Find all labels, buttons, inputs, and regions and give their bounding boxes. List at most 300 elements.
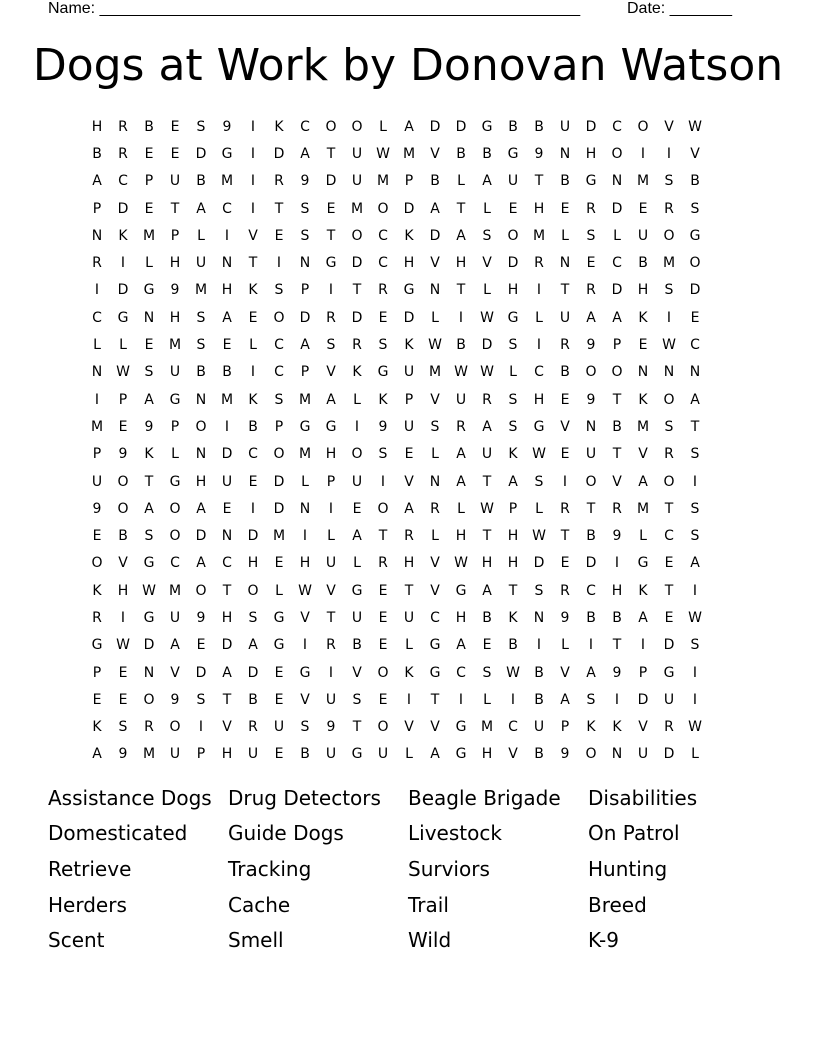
- grid-letter: W: [454, 364, 468, 381]
- grid-letter: S: [248, 609, 258, 626]
- word-list-item: Beagle Brigade: [408, 785, 561, 810]
- grid-letter: A: [222, 664, 232, 681]
- grid-letter: O: [377, 664, 389, 681]
- grid-letter: R: [404, 528, 414, 545]
- grid-letter: D: [117, 282, 129, 299]
- grid-letter: I: [120, 255, 126, 272]
- grid-letter: V: [222, 719, 232, 736]
- grid-letter: R: [664, 446, 674, 463]
- grid-letter: O: [585, 746, 597, 763]
- grid-letter: V: [170, 664, 180, 681]
- grid-letter: E: [274, 555, 284, 572]
- grid-letter: T: [664, 500, 674, 517]
- grid-letter: O: [689, 255, 701, 272]
- grid-letter: U: [169, 173, 181, 190]
- grid-row: [84, 495, 734, 522]
- grid-letter: L: [379, 118, 387, 135]
- grid-letter: L: [431, 528, 439, 545]
- grid-letter: E: [274, 746, 284, 763]
- word-list-item: Trail: [408, 892, 449, 917]
- grid-letter: 9: [144, 418, 154, 435]
- grid-letter: W: [142, 582, 156, 599]
- grid-letter: N: [689, 364, 701, 381]
- grid-letter: O: [663, 473, 675, 490]
- grid-row: [84, 222, 734, 249]
- grid-letter: D: [611, 282, 623, 299]
- grid-letter: G: [299, 664, 311, 681]
- word-list-item: Scent: [48, 928, 105, 953]
- grid-letter: K: [248, 391, 258, 408]
- grid-letter: B: [352, 637, 362, 654]
- grid-letter: G: [325, 418, 337, 435]
- grid-letter: C: [664, 528, 674, 545]
- grid-letter: 9: [560, 609, 570, 626]
- grid-letter: O: [169, 719, 181, 736]
- grid-letter: M: [636, 418, 650, 435]
- grid-letter: G: [273, 609, 285, 626]
- grid-letter: E: [170, 118, 180, 135]
- grid-letter: I: [198, 719, 204, 736]
- grid-letter: I: [328, 664, 334, 681]
- grid-letter: U: [507, 173, 519, 190]
- grid-letter: I: [224, 227, 230, 244]
- grid-row: [84, 195, 734, 222]
- grid-letter: L: [327, 528, 335, 545]
- grid-letter: R: [118, 145, 128, 162]
- grid-letter: U: [351, 609, 363, 626]
- grid-letter: U: [637, 746, 649, 763]
- grid-letter: O: [169, 528, 181, 545]
- grid-letter: T: [664, 582, 674, 599]
- grid-letter: B: [456, 337, 466, 354]
- grid-letter: I: [666, 145, 672, 162]
- grid-letter: S: [144, 364, 154, 381]
- grid-letter: D: [143, 637, 155, 654]
- grid-letter: M: [220, 391, 234, 408]
- grid-letter: D: [351, 309, 363, 326]
- word-list-item: Retrieve: [48, 856, 132, 881]
- grid-letter: T: [274, 200, 284, 217]
- grid-letter: L: [535, 309, 543, 326]
- grid-letter: T: [586, 500, 596, 517]
- grid-letter: O: [325, 118, 337, 135]
- word-list-item: Herders: [48, 892, 127, 917]
- grid-letter: A: [586, 309, 596, 326]
- grid-letter: B: [144, 118, 154, 135]
- grid-letter: A: [196, 555, 206, 572]
- grid-letter: L: [119, 337, 127, 354]
- grid-letter: U: [403, 609, 415, 626]
- grid-letter: 9: [326, 719, 336, 736]
- grid-letter: U: [481, 446, 493, 463]
- grid-letter: I: [614, 555, 620, 572]
- grid-letter: W: [480, 500, 494, 517]
- grid-letter: E: [196, 637, 206, 654]
- grid-row: [84, 304, 734, 331]
- grid-letter: E: [144, 200, 154, 217]
- grid-row: [84, 741, 734, 768]
- grid-letter: B: [638, 255, 648, 272]
- grid-letter: G: [117, 309, 129, 326]
- grid-letter: E: [664, 555, 674, 572]
- grid-letter: V: [430, 145, 440, 162]
- grid-letter: S: [534, 473, 544, 490]
- grid-letter: N: [299, 500, 311, 517]
- grid-letter: H: [611, 582, 623, 599]
- grid-letter: E: [560, 391, 570, 408]
- grid-letter: U: [169, 609, 181, 626]
- grid-letter: L: [301, 473, 309, 490]
- grid-letter: E: [638, 337, 648, 354]
- grid-letter: B: [196, 364, 206, 381]
- date-field[interactable]: Date: _______: [627, 0, 732, 17]
- grid-letter: O: [195, 582, 207, 599]
- grid-letter: I: [354, 418, 360, 435]
- grid-letter: I: [692, 664, 698, 681]
- grid-row: [84, 714, 734, 741]
- grid-letter: N: [533, 609, 545, 626]
- grid-letter: D: [273, 145, 285, 162]
- grid-letter: I: [302, 637, 308, 654]
- grid-letter: U: [325, 691, 337, 708]
- grid-letter: H: [637, 282, 649, 299]
- grid-letter: W: [376, 145, 390, 162]
- grid-letter: V: [430, 719, 440, 736]
- grid-letter: G: [351, 582, 363, 599]
- grid-row: [84, 413, 734, 440]
- grid-letter: H: [169, 309, 181, 326]
- grid-letter: G: [143, 282, 155, 299]
- grid-letter: R: [560, 337, 570, 354]
- grid-letter: 9: [170, 282, 180, 299]
- grid-letter: W: [454, 555, 468, 572]
- grid-letter: B: [430, 173, 440, 190]
- grid-letter: P: [92, 200, 102, 217]
- grid-letter: G: [481, 118, 493, 135]
- grid-letter: M: [142, 227, 156, 244]
- grid-letter: H: [507, 282, 519, 299]
- grid-letter: I: [250, 118, 256, 135]
- grid-letter: P: [404, 391, 414, 408]
- grid-letter: D: [585, 118, 597, 135]
- grid-letter: G: [533, 418, 545, 435]
- word-list-item: K-9: [588, 928, 619, 953]
- grid-letter: T: [170, 200, 180, 217]
- grid-letter: E: [482, 637, 492, 654]
- grid-letter: I: [640, 145, 646, 162]
- grid-letter: S: [664, 173, 674, 190]
- grid-letter: K: [404, 664, 414, 681]
- grid-letter: A: [92, 746, 102, 763]
- word-list-item: On Patrol: [588, 821, 680, 846]
- grid-letter: N: [143, 309, 155, 326]
- grid-letter: 9: [222, 118, 232, 135]
- word-list-item: Wild: [408, 928, 452, 953]
- grid-letter: I: [458, 691, 464, 708]
- grid-letter: V: [404, 719, 414, 736]
- grid-letter: E: [92, 528, 102, 545]
- word-list-item: Breed: [588, 892, 647, 917]
- grid-letter: M: [272, 528, 286, 545]
- grid-letter: S: [274, 391, 284, 408]
- grid-letter: S: [586, 227, 596, 244]
- grid-letter: I: [250, 500, 256, 517]
- grid-letter: M: [168, 582, 182, 599]
- grid-letter: A: [300, 145, 310, 162]
- grid-letter: O: [143, 691, 155, 708]
- grid-letter: G: [507, 145, 519, 162]
- grid-letter: T: [534, 173, 544, 190]
- grid-letter: P: [404, 173, 414, 190]
- word-list-item: Livestock: [408, 821, 502, 846]
- grid-letter: I: [692, 582, 698, 599]
- grid-letter: I: [250, 173, 256, 190]
- grid-letter: P: [170, 227, 180, 244]
- grid-letter: E: [118, 418, 128, 435]
- grid-letter: C: [430, 609, 440, 626]
- grid-letter: M: [636, 500, 650, 517]
- grid-letter: I: [692, 691, 698, 708]
- grid-letter: E: [378, 582, 388, 599]
- grid-letter: B: [248, 418, 258, 435]
- grid-letter: V: [430, 255, 440, 272]
- grid-letter: D: [533, 555, 545, 572]
- grid-letter: I: [562, 473, 568, 490]
- grid-letter: B: [508, 118, 518, 135]
- grid-letter: T: [560, 528, 570, 545]
- grid-letter: S: [118, 719, 128, 736]
- grid-letter: R: [274, 173, 284, 190]
- grid-letter: L: [93, 337, 101, 354]
- grid-letter: A: [456, 637, 466, 654]
- grid-letter: N: [429, 473, 441, 490]
- grid-letter: D: [221, 446, 233, 463]
- grid-letter: S: [378, 337, 388, 354]
- grid-letter: D: [507, 255, 519, 272]
- grid-letter: I: [276, 255, 282, 272]
- grid-letter: I: [302, 528, 308, 545]
- word-list-item: Surviors: [408, 856, 490, 881]
- grid-row: [84, 686, 734, 713]
- name-field[interactable]: Name: ______________________________________________________: [48, 0, 581, 17]
- grid-letter: 9: [534, 145, 544, 162]
- grid-letter: K: [638, 391, 648, 408]
- grid-letter: M: [298, 391, 312, 408]
- grid-letter: L: [483, 282, 491, 299]
- grid-letter: A: [430, 200, 440, 217]
- grid-letter: H: [247, 555, 259, 572]
- grid-letter: K: [508, 446, 518, 463]
- grid-letter: I: [250, 364, 256, 381]
- grid-letter: E: [560, 555, 570, 572]
- word-list-item: Hunting: [588, 856, 668, 881]
- grid-letter: P: [92, 664, 102, 681]
- grid-letter: A: [92, 173, 102, 190]
- grid-letter: G: [91, 637, 103, 654]
- grid-letter: G: [689, 227, 701, 244]
- grid-letter: E: [638, 200, 648, 217]
- grid-letter: W: [116, 364, 130, 381]
- grid-letter: E: [326, 200, 336, 217]
- grid-letter: K: [638, 309, 648, 326]
- grid-letter: W: [480, 309, 494, 326]
- grid-letter: D: [429, 227, 441, 244]
- grid-letter: U: [351, 173, 363, 190]
- grid-row: [84, 577, 734, 604]
- grid-letter: O: [351, 118, 363, 135]
- grid-letter: H: [221, 609, 233, 626]
- grid-letter: W: [506, 664, 520, 681]
- grid-letter: K: [92, 582, 102, 599]
- grid-letter: U: [221, 473, 233, 490]
- word-list-item: Assistance Dogs: [48, 785, 212, 810]
- grid-letter: O: [585, 364, 597, 381]
- grid-letter: M: [142, 746, 156, 763]
- grid-letter: B: [690, 173, 700, 190]
- grid-letter: V: [326, 582, 336, 599]
- grid-letter: G: [429, 664, 441, 681]
- grid-letter: L: [613, 227, 621, 244]
- grid-letter: N: [637, 364, 649, 381]
- grid-letter: T: [248, 255, 258, 272]
- grid-letter: H: [455, 609, 467, 626]
- grid-letter: R: [560, 582, 570, 599]
- grid-row: [84, 632, 734, 659]
- grid-row: [84, 331, 734, 358]
- grid-letter: B: [92, 145, 102, 162]
- grid-letter: W: [662, 337, 676, 354]
- grid-letter: B: [534, 691, 544, 708]
- grid-letter: R: [248, 719, 258, 736]
- grid-letter: U: [403, 364, 415, 381]
- grid-letter: D: [663, 746, 675, 763]
- grid-letter: L: [457, 173, 465, 190]
- grid-letter: I: [120, 609, 126, 626]
- grid-letter: D: [403, 200, 415, 217]
- grid-letter: P: [612, 337, 622, 354]
- grid-letter: E: [248, 473, 258, 490]
- grid-letter: C: [456, 664, 466, 681]
- grid-letter: E: [274, 691, 284, 708]
- grid-letter: S: [300, 719, 310, 736]
- grid-letter: D: [195, 528, 207, 545]
- grid-letter: C: [92, 309, 102, 326]
- grid-letter: C: [378, 227, 388, 244]
- grid-letter: H: [221, 746, 233, 763]
- grid-letter: W: [116, 637, 130, 654]
- grid-letter: V: [560, 664, 570, 681]
- grid-letter: P: [560, 719, 570, 736]
- grid-letter: N: [143, 664, 155, 681]
- grid-letter: S: [300, 227, 310, 244]
- grid-letter: I: [588, 637, 594, 654]
- grid-letter: S: [196, 691, 206, 708]
- grid-letter: A: [638, 473, 648, 490]
- grid-letter: T: [378, 528, 388, 545]
- word-list-item: Disabilities: [588, 785, 698, 810]
- grid-letter: V: [638, 719, 648, 736]
- grid-letter: D: [351, 255, 363, 272]
- grid-letter: E: [508, 200, 518, 217]
- grid-letter: V: [118, 555, 128, 572]
- grid-letter: N: [663, 364, 675, 381]
- grid-letter: I: [406, 691, 412, 708]
- page-title: Dogs at Work by Donovan Watson: [32, 40, 784, 91]
- grid-letter: A: [482, 173, 492, 190]
- grid-letter: I: [458, 309, 464, 326]
- grid-letter: A: [352, 528, 362, 545]
- grid-letter: L: [405, 637, 413, 654]
- grid-letter: R: [92, 609, 102, 626]
- grid-letter: G: [507, 309, 519, 326]
- grid-letter: I: [250, 145, 256, 162]
- grid-letter: 9: [586, 391, 596, 408]
- grid-letter: R: [586, 282, 596, 299]
- grid-letter: B: [534, 118, 544, 135]
- grid-letter: H: [195, 473, 207, 490]
- grid-letter: K: [638, 582, 648, 599]
- grid-letter: S: [690, 500, 700, 517]
- grid-letter: 9: [378, 418, 388, 435]
- grid-letter: O: [91, 555, 103, 572]
- grid-letter: M: [636, 173, 650, 190]
- grid-letter: B: [612, 609, 622, 626]
- grid-letter: B: [534, 746, 544, 763]
- grid-letter: R: [612, 500, 622, 517]
- grid-letter: D: [481, 337, 493, 354]
- grid-letter: H: [481, 746, 493, 763]
- grid-letter: E: [690, 309, 700, 326]
- grid-letter: V: [326, 364, 336, 381]
- grid-letter: G: [377, 364, 389, 381]
- grid-letter: N: [559, 255, 571, 272]
- grid-letter: S: [378, 446, 388, 463]
- grid-letter: K: [248, 282, 258, 299]
- grid-letter: M: [194, 282, 208, 299]
- grid-letter: R: [664, 200, 674, 217]
- grid-letter: K: [508, 609, 518, 626]
- grid-letter: D: [117, 200, 129, 217]
- grid-letter: 9: [586, 337, 596, 354]
- grid-letter: L: [535, 500, 543, 517]
- grid-letter: D: [585, 555, 597, 572]
- grid-letter: S: [326, 337, 336, 354]
- grid-letter: V: [430, 582, 440, 599]
- grid-letter: U: [91, 473, 103, 490]
- grid-letter: T: [430, 691, 440, 708]
- grid-letter: T: [222, 582, 232, 599]
- grid-letter: I: [94, 391, 100, 408]
- grid-letter: E: [560, 446, 570, 463]
- grid-letter: I: [380, 473, 386, 490]
- grid-letter: I: [614, 691, 620, 708]
- grid-letter: H: [403, 555, 415, 572]
- grid-letter: P: [274, 418, 284, 435]
- grid-letter: R: [92, 255, 102, 272]
- grid-row: [84, 140, 734, 167]
- grid-letter: T: [404, 582, 414, 599]
- grid-letter: G: [221, 145, 233, 162]
- grid-letter: I: [536, 282, 542, 299]
- grid-letter: M: [402, 145, 416, 162]
- grid-letter: B: [118, 528, 128, 545]
- grid-letter: G: [585, 173, 597, 190]
- grid-letter: U: [637, 227, 649, 244]
- grid-letter: D: [663, 637, 675, 654]
- grid-letter: E: [118, 664, 128, 681]
- grid-letter: E: [404, 446, 414, 463]
- grid-letter: R: [534, 255, 544, 272]
